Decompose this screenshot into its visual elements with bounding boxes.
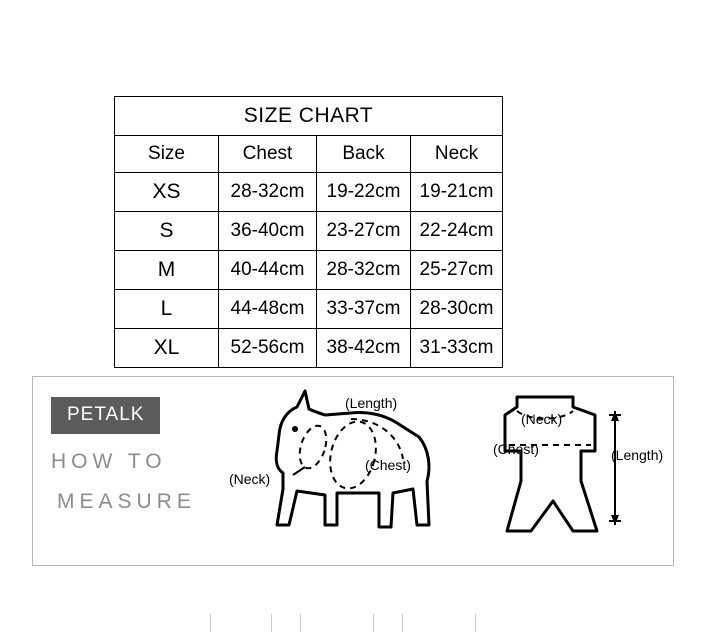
cell-back: 23-27cm — [317, 212, 411, 251]
table-row — [115, 329, 503, 368]
table-row — [115, 251, 503, 290]
dog-outline-icon — [247, 385, 457, 560]
size-chart-container — [114, 96, 502, 368]
column-header-chest: Chest — [219, 136, 317, 173]
cell-size: L — [115, 290, 219, 329]
garment-label-neck: (Neck) — [521, 411, 563, 427]
dog-label-chest: (Chest) — [365, 457, 411, 473]
dog-label-neck: (Neck) — [229, 471, 271, 487]
garment-outline-icon — [469, 389, 659, 554]
cell-back: 33-37cm — [317, 290, 411, 329]
bottom-edge-segment — [300, 614, 374, 632]
cell-chest: 52-56cm — [219, 329, 317, 368]
cell-back: 28-32cm — [317, 251, 411, 290]
column-header-size: Size — [115, 136, 219, 173]
cell-neck: 22-24cm — [411, 212, 503, 251]
cell-neck: 31-33cm — [411, 329, 503, 368]
cell-chest: 36-40cm — [219, 212, 317, 251]
howto-heading-line1: HOW TO — [51, 450, 167, 473]
cell-back: 38-42cm — [317, 329, 411, 368]
how-to-measure-panel — [32, 376, 674, 566]
dog-label-length: (Length) — [345, 395, 398, 411]
cell-neck: 28-30cm — [411, 290, 503, 329]
cell-size: XS — [115, 173, 219, 212]
table-row — [115, 173, 503, 212]
cell-size: XL — [115, 329, 219, 368]
garment-label-length: (Length) — [611, 447, 664, 463]
howto-heading-line2: MEASURE — [57, 490, 196, 513]
table-row — [115, 290, 503, 329]
brand-badge: PETALK — [51, 397, 160, 434]
cell-size: M — [115, 251, 219, 290]
table-title-row — [115, 97, 503, 136]
bottom-edge-segment — [210, 614, 272, 632]
table-header-row — [115, 136, 503, 173]
size-chart-title: SIZE CHART — [115, 97, 503, 136]
cell-chest: 28-32cm — [219, 173, 317, 212]
cell-chest: 40-44cm — [219, 251, 317, 290]
garment-diagram — [469, 389, 664, 559]
cell-neck: 19-21cm — [411, 173, 503, 212]
dog-diagram — [229, 385, 457, 565]
column-header-back: Back — [317, 136, 411, 173]
garment-label-chest: (Chest) — [493, 441, 539, 457]
size-chart-table — [114, 96, 503, 368]
cell-chest: 44-48cm — [219, 290, 317, 329]
bottom-edge-segment — [402, 614, 476, 632]
cell-neck: 25-27cm — [411, 251, 503, 290]
cell-back: 19-22cm — [317, 173, 411, 212]
brand-block — [51, 397, 251, 514]
table-row — [115, 212, 503, 251]
cell-size: S — [115, 212, 219, 251]
column-header-neck: Neck — [411, 136, 503, 173]
bottom-edge-strip — [0, 614, 704, 632]
